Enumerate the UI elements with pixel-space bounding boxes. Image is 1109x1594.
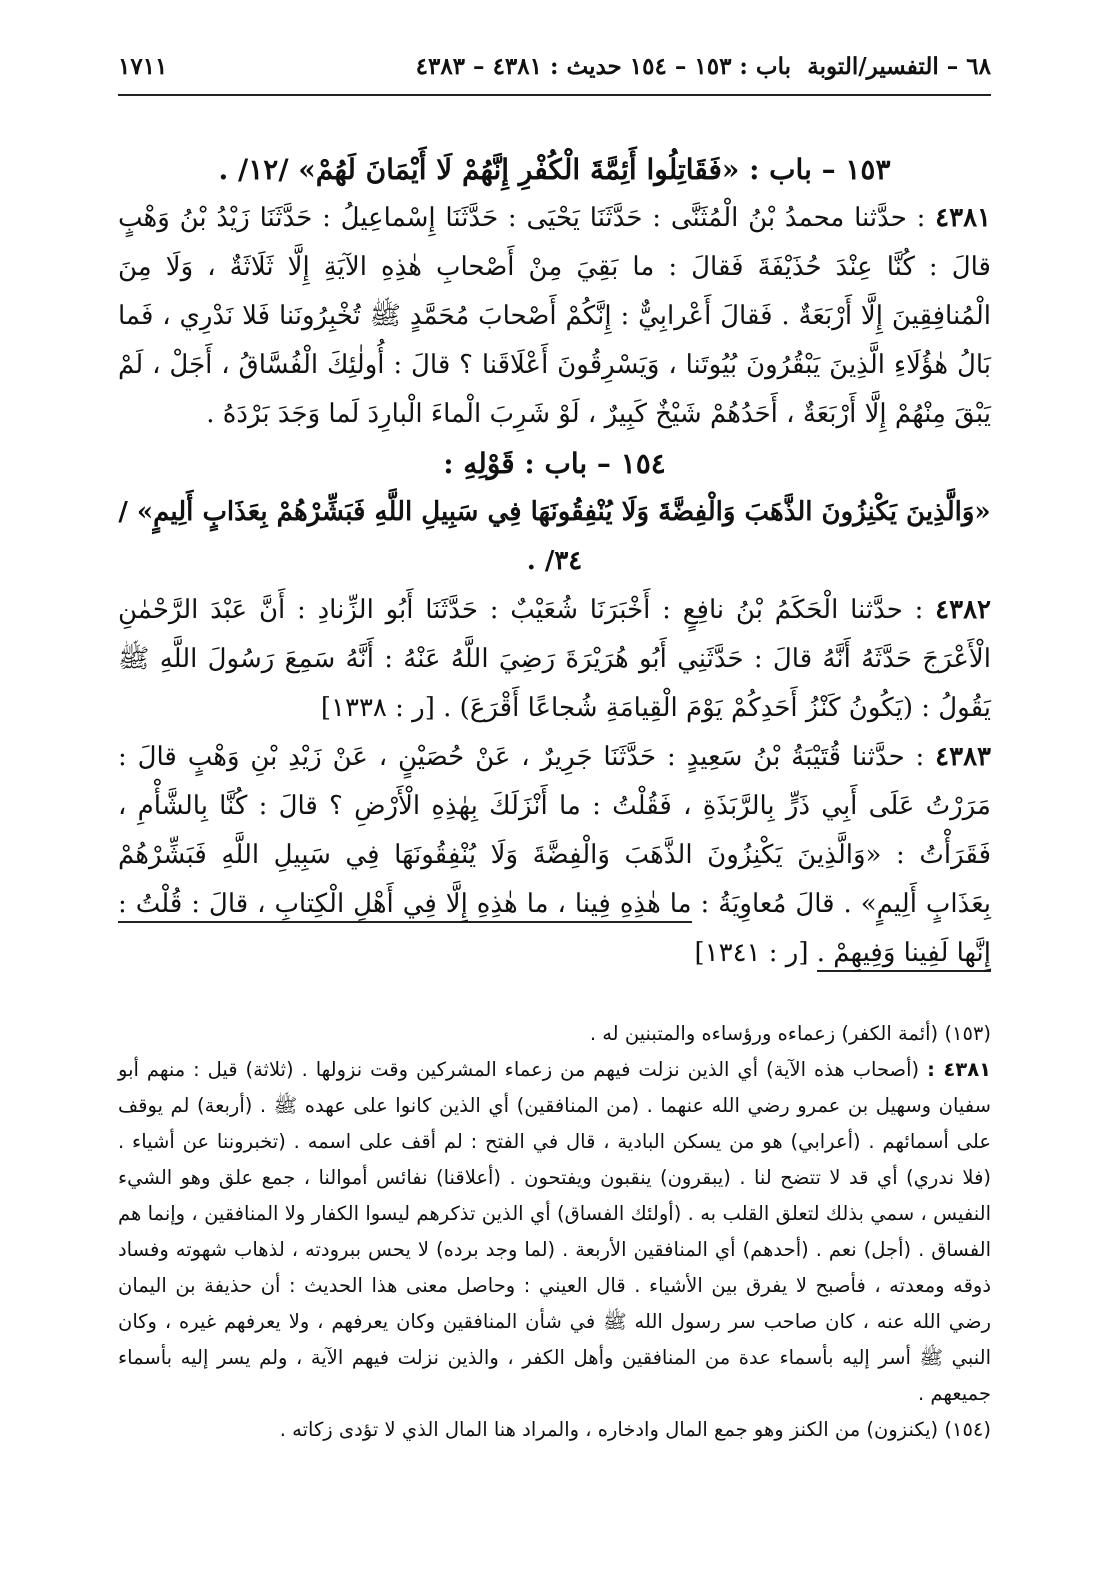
cross-reference: [ر : ١٣٣٨]	[320, 693, 435, 723]
chapter-heading-154: ١٥٤ – باب : قَوْلِهِ :	[443, 447, 666, 480]
main-text	[118, 145, 991, 978]
hadith-text: : حدَّثنا محمدُ بْنُ الْمُثَنَّى : حَدَّثَنَا يَحْيَى : حَدَّثَنَا إِسْماعِيلُ : حَدَّثَنَا زَيْدُ بْنُ وَهْبٍ قالَ : كُنَّا عِنْدَ حُذَيْفَةَ فَقالَ : ما بَقِيَ مِنْ أَصْحابِ هٰذِهِ الآيَةِ إِلَّا ثَلَاثَةٌ ، وَلَا مِنَ الْمُنافِقِينَ إِلَّا أَرْبَعَةٌ . فَقالَ أَعْرابِيٌّ : إِنَّكُمْ أَصْحابَ مُحَمَّدٍ ﷺ تُخْبِرُونَنا فَلا نَدْرِي ، فَما بَالُ هٰؤُلَاءِ الَّذِينَ يَبْقُرُونَ بُيُوتَنا ، وَيَسْرِقُونَ أَعْلَاقَنا ؟ قالَ : أُولٰئِكَ الْفُسَّاقُ ، أَجَلْ ، لَمْ يَبْقَ مِنْهُمْ إِلَّا أَرْبَعَةٌ ، أَحَدُهُمْ شَيْخٌ كَبِيرٌ ، لَوْ شَرِبَ الْماءَ الْبارِدَ لَما وَجَدَ بَرْدَهُ .	[118, 203, 991, 429]
hadith-number: ٤٣٨١	[935, 203, 992, 233]
footnote-153: (١٥٣) (أئمة الكفر) زعماءه ورؤساءه والمتبنين له .	[589, 1022, 991, 1045]
chapter-heading-153: ١٥٣ – باب : «فَقَاتِلُوا أَئِمَّةَ الْكُفْرِ إِنَّهُمْ لَا أَيْمَانَ لَهُمْ» /١٢/ .	[218, 153, 891, 186]
hadith-4383	[118, 733, 991, 978]
hadith-text: : حدَّثنا قُتَيْبَةُ بْنُ سَعِيدٍ : حَدَّثَنَا جَرِيرٌ ، عَنْ حُصَيْنٍ ، عَنْ زَيْدِ بْنِ وَهْبٍ قالَ : مَرَرْتُ عَلَى أَبِي ذَرٍّ بِالرَّبَذَةِ ، فَقُلْتُ : ما أَنْزَلَكَ بِهٰذِهِ الْأَرْضِ ؟ قالَ : كُنَّا بِالشَّأْمِ ، فَقَرَأْتُ : «وَالَّذِينَ يَكْنِزُونَ الذَّهَبَ وَالْفِضَّةَ وَلَا يُنْفِقُونَهَا فِي سَبِيلِ اللَّهِ فَبَشِّرْهُمْ بِعَذَابٍ أَلِيمٍ» . قالَ مُعاوِيَةُ :	[118, 742, 991, 919]
chapter-heading-154-verse: «وَالَّذِينَ يَكْنِزُونَ الذَّهَبَ وَالْفِضَّةَ وَلَا يُنْفِقُونَهَا فِي سَبِيلِ اللَّهِ فَبَشِّرْهُمْ بِعَذَابٍ أَلِيمٍ» /٣٤/ .	[118, 497, 991, 576]
footnote-text: (أصحاب هذه الآية) أي الذين نزلت فيهم من زعماء المشركين وقت نزولها . (ثلاثة) قيل : منهم أبو سفيان وسهيل بن عمرو رضي الله عنهما . (من المنافقين) أي الذين كانوا على عهده ﷺ . (أربعة) لم يوقف على أسمائهم . (أعرابي) هو من يسكن البادية ، قال في الفتح : لم أقف على اسمه . (تخبروننا عن أشياء . (فلا ندري) أي قد لا تتضح لنا . (يبقرون) ينقبون ويفتحون . (أعلاقنا) نفائس أموالنا ، جمع علق وهو الشيء النفيس ، سمي بذلك لتعلق القلب به . (أولئك الفساق) أي الذين تذكرهم ليسوا الكفار ولا المنافقين ، وإنما هم الفساق . (أجل) نعم . (أحدهم) أي المنافقين الأربعة . (لما وجد برده) لا يحس ببرودته ، لذهاب شهوته وفساد ذوقه ومعدته ، فأصبح لا يفرق بين الأشياء . قال العيني : وحاصل معنى هذا الحديث : أن حذيفة بن اليمان رضي الله عنه ، كان صاحب سر رسول الله ﷺ في شأن المنافقين وكان يعرفهم ، ولا يعرفهم غيره ، وكان النبي ﷺ أسر إليه بأسماء عدة من المنافقين وأهل الكفر ، والذين نزلت فيهم الآية ، ولم يسر إليه بأسماء جميعهم .	[118, 1058, 991, 1405]
footnote-4381	[118, 1052, 991, 1412]
footnote-number: ٤٣٨١ :	[927, 1058, 991, 1081]
hadith-4381	[118, 194, 991, 439]
hadith-text: : حدَّثنا الْحَكَمُ بْنُ نافِعٍ : أَخْبَرَنَا شُعَيْبٌ : حَدَّثَنَا أَبُو الزِّنادِ : أَنَّ عَبْدَ الرَّحْمٰنِ الْأَعْرَجَ حَدَّثَهُ أَنَّهُ قالَ : حَدَّثَنِي أَبُو هُرَيْرَةَ رَضِيَ اللَّهُ عَنْهُ : أَنَّهُ سَمِعَ رَسُولَ اللَّهِ ﷺ يَقُولُ : (يَكُونُ كَنْزُ أَحَدِكُمْ يَوْمَ الْقِيامَةِ شُجاعًا أَقْرَعَ) .	[118, 595, 991, 723]
hadith-number: ٤٣٨٢	[935, 595, 991, 625]
hadith-number: ٤٣٨٣	[935, 742, 992, 772]
cross-reference: [ر : ١٣٤١]	[694, 938, 809, 968]
hadith-4382	[118, 586, 991, 733]
page-header	[118, 44, 991, 90]
header-title: ٦٨ – التفسير/التوبة	[807, 53, 991, 80]
footnotes	[118, 1016, 991, 1448]
footnote-154: (١٥٤) (يكنزون) من الكنز وهو جمع المال وادخاره ، والمراد هنا المال الذي لا تؤدى زكاته .	[279, 1418, 991, 1441]
hadith-closing-line: ما هٰذِهِ فِينا ، ما هٰذِهِ إِلَّا فِي أَهْلِ الْكِتابِ ، قالَ : قُلْتُ : إِنَّها لَفِينا وَفِيهِمْ .	[118, 889, 991, 972]
header-divider	[118, 94, 991, 96]
page-number: ١٧١١	[118, 53, 168, 80]
header-references: باب : ١٥٣ – ١٥٤ حديث : ٤٣٨١ – ٤٣٨٣	[415, 53, 791, 80]
